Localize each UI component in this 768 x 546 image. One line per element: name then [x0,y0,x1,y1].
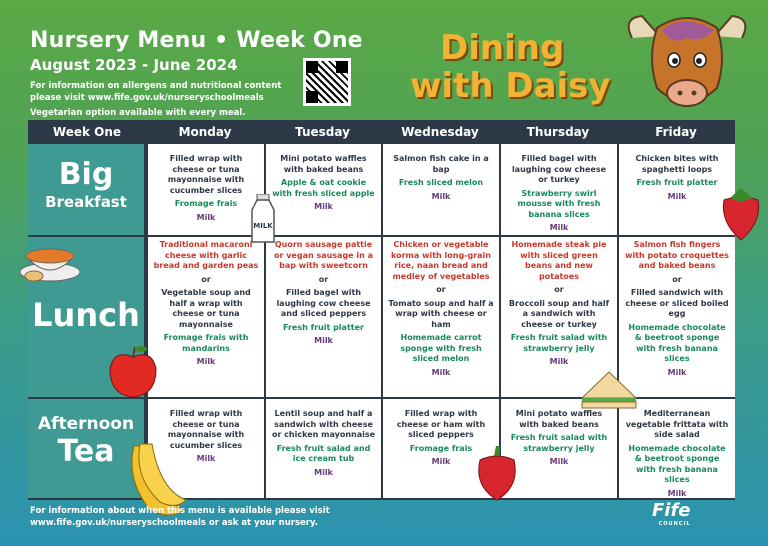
menu-item: Mini potato waffles with baked beans [515,409,603,429]
menu-cell-breakfast-wednesday [381,144,499,237]
menu-title: Nursery Menu • Week One [30,28,363,53]
or-separator: or [554,285,564,294]
milk-label: Milk [196,454,216,463]
milk-label: Milk [431,367,451,377]
milk-label: Milk [667,367,687,377]
milk-label: Milk [549,357,569,366]
menu-item: Homemade carrot sponge with fresh sliced melon [400,333,482,363]
menu-item: Homemade steak pie with sliced green beans and new potatoes [511,240,607,281]
milk-label: Milk [196,357,216,366]
menu-item: Filled bagel with laughing cow cheese and sliced peppers [276,288,371,318]
menu-cell-breakfast-tuesday [264,144,381,237]
milk-label: Milk [314,467,333,477]
menu-cell-lunch-wednesday [381,237,499,399]
menu-item: Homemade chocolate & beetroot sponge with fresh banana slices [628,443,726,484]
menu-cell-breakfast-monday [146,144,264,237]
menu-item: Fromage frais [174,199,238,208]
or-separator: or [436,285,446,294]
menu-item: Quorn sausage pattie or vegan sausage in a bap with sweetcorn [273,240,374,270]
col-header-thursday: Thursday [526,125,590,139]
menu-item: Homemade chocolate & beetroot sponge with fresh banana slices [628,322,726,363]
col-header-week: Week One [52,125,122,139]
milk-label: Milk [431,457,451,466]
milk-label: Milk [667,488,687,498]
menu-item: Chicken bites with spaghetti loops [635,154,719,174]
menu-item: Mini potato waffles with baked beans [280,154,367,174]
menu-item: Filled wrap with cheese or tuna mayonnaise with cucumber slices [167,409,245,450]
menu-item: Fromage frais with mandarins [163,333,249,353]
milk-label: Milk [196,212,216,222]
soup-bowl-icon [18,232,82,284]
menu-subtitle: August 2023 - June 2024 [30,56,238,74]
menu-item: Fresh fruit salad with strawberry jelly [510,333,608,353]
menu-item: Vegetable soup and half a wrap with cheese or tuna mayonnaise [161,288,251,329]
row-label-line1: Lunch [32,296,140,334]
row-label-line2: Tea [57,434,115,469]
menu-item: Fresh fruit platter [636,178,718,187]
milk-label: Milk [314,202,333,211]
svg-text:MILK: MILK [253,222,273,230]
menu-item: Salmon fish fingers with potato croquettes and baked beans [625,240,729,270]
milk-label: Milk [549,457,569,466]
pepper-icon [474,446,520,502]
qr-code-icon[interactable] [303,58,351,106]
menu-item: Chicken or vegetable korma with long-grain rice, naan bread and medley of vegetables [391,240,491,281]
apple-icon [104,343,162,401]
menu-item: Filled wrap with cheese or tuna mayonnaise with cucumber slices [167,154,245,195]
strawberry-icon [718,186,764,242]
menu-item: Fresh fruit platter [283,322,364,332]
or-separator: or [318,274,329,284]
col-header-tuesday: Tuesday [295,125,350,139]
menu-item: Filled bagel with laughing cow cheese or turkey [511,154,607,184]
menu-item: Fresh fruit salad with strawberry jelly [510,433,608,453]
menu-item: Lentil soup and half a sandwich with cheese or chicken mayonnaise [271,409,376,439]
row-label-line1: Afternoon [37,414,135,434]
col-header-wednesday: Wednesday [401,125,479,139]
or-separator: or [201,274,211,284]
fife-logo-sub: COUNCIL [658,521,691,527]
menu-item: Broccoli soup and half a sandwich with cheese or turkey [508,298,610,329]
row-label-line1: Big [58,157,114,192]
fife-council-logo [652,500,691,527]
milk-bottle-icon [248,194,278,244]
allergen-info: For information on allergens and nutritional content please visit www.fife.gov.uk/nurseryschoolmeals [30,81,282,103]
menu-cell-lunch-tuesday [264,237,381,399]
menu-cell-breakfast-thursday [499,144,617,237]
row-label-line2: Breakfast [45,193,127,211]
menu-cell-lunch-monday [146,237,264,399]
milk-label: Milk [314,336,333,345]
menu-cell-afternoon-tea-friday [617,399,735,500]
or-separator: or [672,274,682,284]
menu-item: Tomato soup and half a wrap with cheese or ham [388,298,494,329]
menu-item: Mediterranean vegetable frittata with side salad [625,409,729,439]
menu-item: Fromage frais [409,443,473,453]
header-row [28,120,735,144]
fife-logo-text: Fife [652,500,691,521]
milk-label: Milk [549,223,569,232]
menu-item: Strawberry swirl mousse with fresh banana slices [517,188,601,219]
col-header-friday: Friday [655,125,697,139]
sandwich-icon [578,368,640,410]
menu-item: Filled wrap with cheese or ham with sliced peppers [396,409,486,439]
col-header-monday: Monday [178,125,232,139]
menu-item: Fresh fruit salad and ice cream tub [276,443,371,463]
brand-line2: with Daisy [410,66,611,106]
brand-line1: Dining [440,28,565,68]
highland-cow-icon [622,8,752,120]
milk-label: Milk [431,191,451,201]
milk-label: Milk [667,191,687,201]
menu-item: Filled sandwich with cheese or sliced boiled egg [625,288,729,318]
menu-item: Apple & oat cookie with fresh sliced apple [272,178,375,198]
menu-item: Fresh sliced melon [398,178,484,187]
row-label-breakfast [28,144,146,237]
menu-item: Salmon fish cake in a bap [393,154,489,174]
menu-item: Traditional macaroni cheese with garlic bread and garden peas [153,240,259,270]
footer-note: For information about when this menu is available please visit www.fife.gov.uk/nurseryschoolmeals or ask at your nursery. [30,506,330,528]
menu-cell-afternoon-tea-tuesday [264,399,381,500]
vegetarian-note: Vegetarian option available with every meal. [30,108,246,118]
